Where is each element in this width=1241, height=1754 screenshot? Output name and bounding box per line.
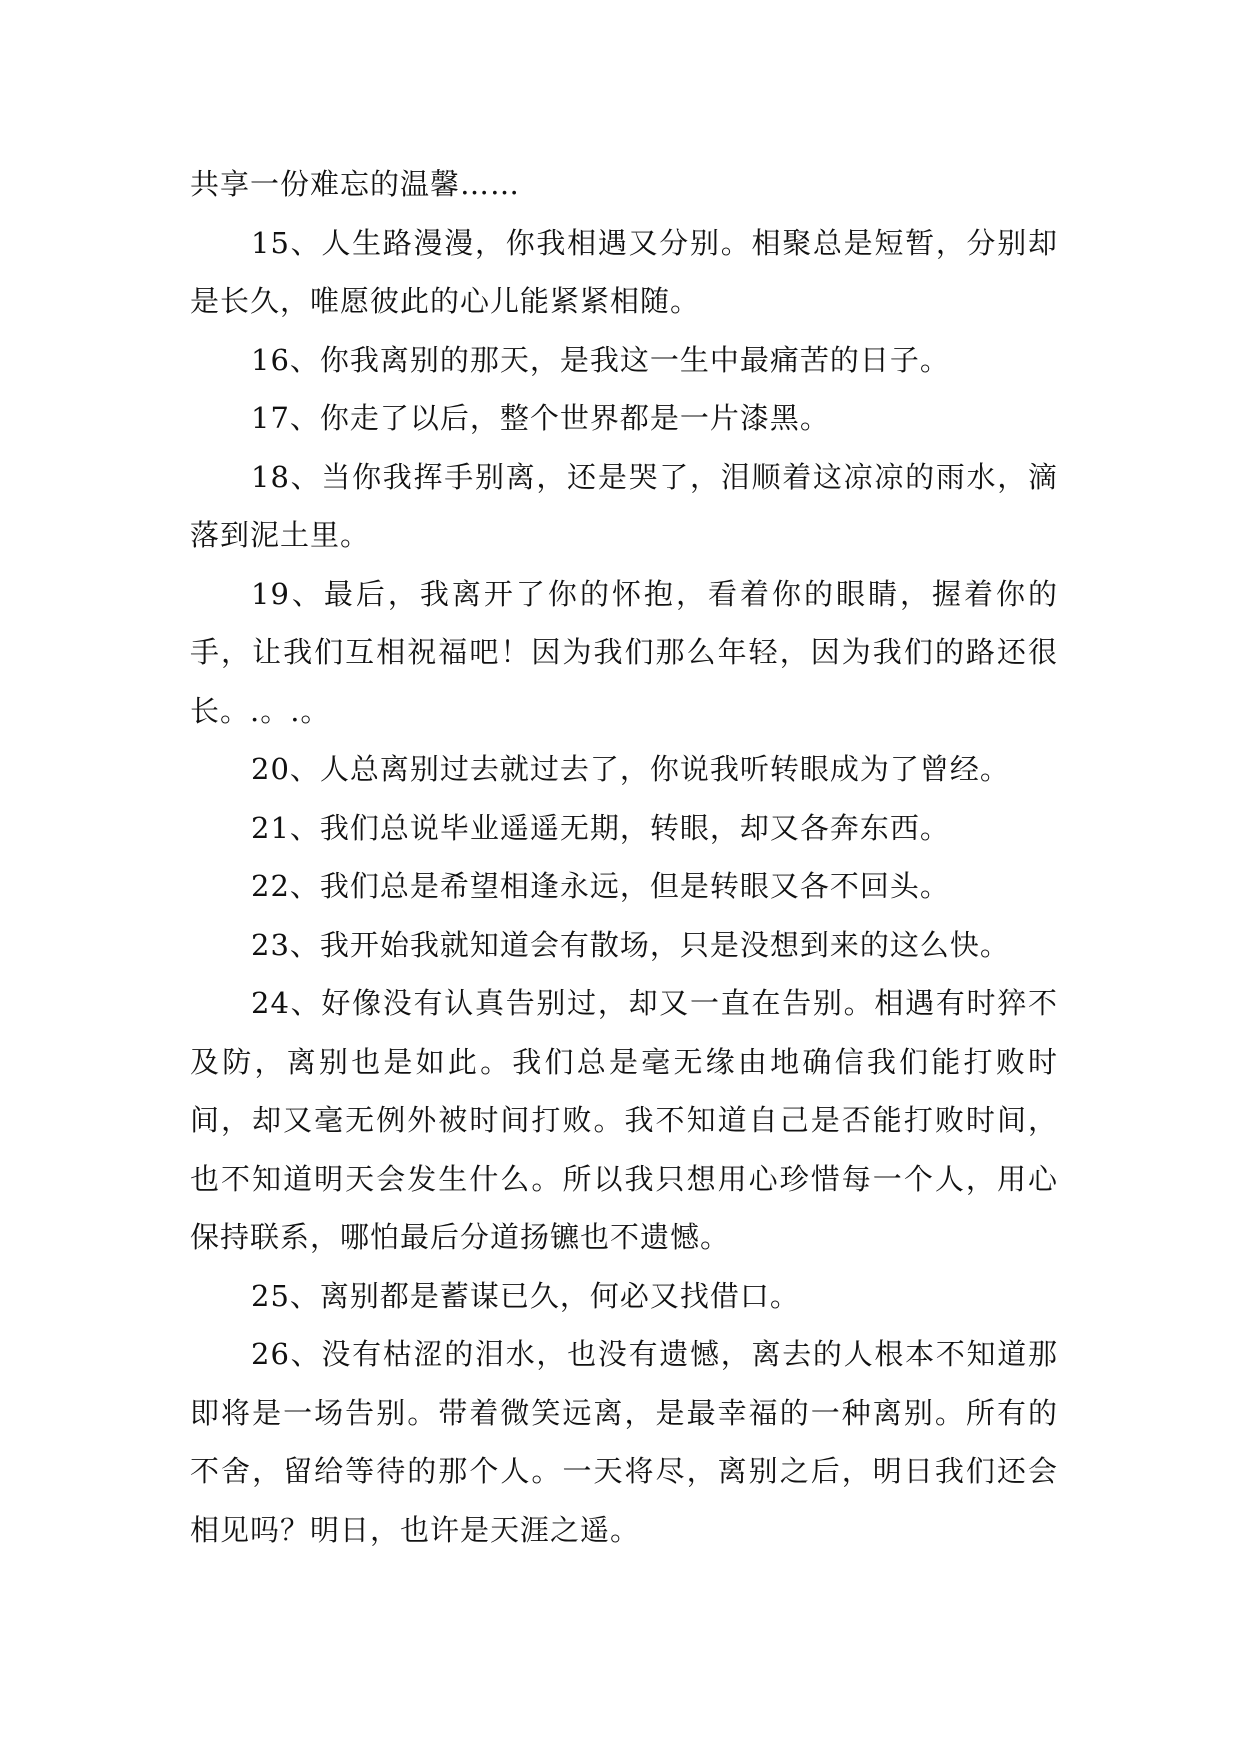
paragraph-26: 26、没有枯涩的泪水，也没有遗憾，离去的人根本不知道那即将是一场告别。带着微笑远离，是最幸福的一种离别。所有的不舍，留给等待的那个人。一天将尽，离别之后，明日我们还会相见吗？明日，也许是天涯之遥。 xyxy=(190,1337,1058,1547)
document-body xyxy=(190,155,1058,1559)
paragraph-23: 23、我开始我就知道会有散场，只是没想到来的这么快。 xyxy=(251,927,1010,962)
paragraph-20: 20、人总离别过去就过去了，你说我听转眼成为了曾经。 xyxy=(251,752,1010,786)
paragraph-15: 15、人生路漫漫，你我相遇又分别。相聚总是短暂，分别却是长久，唯愿彼此的心儿能紧紧相随。 xyxy=(190,225,1058,318)
paragraph-19: 19、最后，我离开了你的怀抱，看着你的眼睛，握着你的手，让我们互相祝福吧！因为我们那么年轻，因为我们的路还很长。.。.。 xyxy=(190,576,1058,728)
paragraph-25: 25、离别都是蓄谋已久，何必又找借口。 xyxy=(251,1278,800,1313)
paragraph-16: 16、你我离别的那天，是我这一生中最痛苦的日子。 xyxy=(251,342,950,377)
paragraph-24: 24、好像没有认真告别过，却又一直在告别。相遇有时猝不及防，离别也是如此。我们总是毫无缘由地确信我们能打败时间，却又毫无例外被时间打败。我不知道自己是否能打败时间，也不知道明天会发生什么。所以我只想用心珍惜每一个人，用心保持联系，哪怕最后分道扬镳也不遗憾。 xyxy=(190,986,1058,1254)
paragraph-21: 21、我们总说毕业遥遥无期，转眼，却又各奔东西。 xyxy=(251,810,950,845)
paragraph-18: 18、当你我挥手别离，还是哭了，泪顺着这凉凉的雨水，滴落到泥土里。 xyxy=(190,459,1058,552)
paragraph-continued: 共享一份难忘的温馨…… xyxy=(190,167,521,201)
paragraph-17: 17、你走了以后，整个世界都是一片漆黑。 xyxy=(251,401,830,435)
paragraph-22: 22、我们总是希望相逢永远，但是转眼又各不回头。 xyxy=(251,869,950,903)
